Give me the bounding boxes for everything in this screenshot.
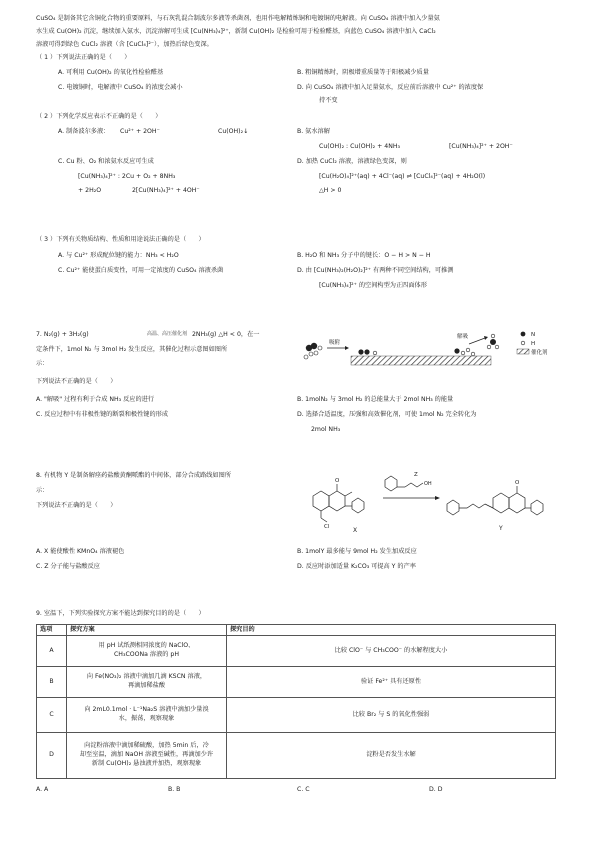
table-header-row: [37, 625, 556, 636]
compound-x-cl: Cl: [324, 524, 330, 530]
q9-answer-c: C. C: [297, 786, 310, 793]
table-row: [37, 666, 556, 697]
q9-answer-b: B. B: [168, 786, 181, 793]
row-b-plan: 向 Fe(NO₃)₂ 溶液中滴加几滴 KSCN 溶液， 再滴加稀盐酸: [67, 666, 227, 697]
svg-text:OH: OH: [424, 481, 432, 487]
figure-legend: [517, 332, 548, 356]
legend-n: N: [531, 332, 536, 338]
q3-option-c: C. Cu²⁺ 能使蛋白质变性，可用一定浓度的 CuSO₄ 溶液杀菌: [58, 267, 224, 274]
q2-option-c-label: C. Cu 粉、O₂ 和浓氨水反应可生成: [58, 158, 154, 165]
q7-option-d: D. 选择合适温度，压强和高效催化剂，可使 1mol N₂ 完全转化为: [297, 411, 477, 418]
table-row: [37, 635, 556, 666]
legend-catalyst-marker: [517, 349, 529, 354]
q7-stem-part1: 7. N₂(g) + 3H₂(g): [36, 331, 89, 338]
reagent-z-structure: [385, 476, 423, 491]
header-option: 选项: [37, 625, 67, 636]
molecule-cluster-left: [304, 343, 322, 359]
catalyst-surface: [351, 356, 491, 365]
svg-text:O: O: [335, 478, 340, 484]
q7-question: 下列说法不正确的是（ ）: [36, 378, 117, 385]
q2-option-c-eq-3: 2[Cu(NH₃)₄]²⁺ + 4OH⁻: [132, 187, 200, 194]
q3-stem: （ 3 ）下列有关物质结构、性质和用途说法正确的是（ ）: [36, 236, 205, 243]
q8-option-a: A. X 能使酸性 KMnO₄ 溶液褪色: [36, 548, 125, 555]
adsorbed-atoms: [358, 348, 474, 356]
intro-line-2: 水生成 Cu(OH)₂ 沉淀，继续加入氨水，沉淀溶解可生成 [Cu(NH₃)₄]²⁺，新制 Cu(OH)₂ 是检验可用于检验醛基，向蓝色 CuSO₄ 溶液中加入 CaCl₂: [36, 28, 436, 35]
q7-option-c: C. 反应过程中有非极性键的断裂和极性键的形成: [36, 411, 169, 418]
legend-n-marker: [521, 332, 526, 337]
q2-option-a-label: A. 制备波尔多液：: [58, 128, 110, 135]
q2-stem: （ 2 ）下列化学反应表示不正确的是（ ）: [36, 113, 162, 120]
q1-option-c: C. 电镀铜时，电解液中 CuSO₄ 的浓度会减小: [58, 84, 183, 91]
q7-catalysis-figure: [297, 326, 559, 392]
reagent-z-label: Z: [414, 472, 418, 478]
row-c-plan: 向 2mL0.1mol · L⁻¹Na₂S 溶液中滴加少量溴 水，振荡，观察现象: [67, 697, 227, 732]
q1-option-d-cont: 持不变: [319, 97, 338, 104]
row-a-plan: 用 pH 试纸测相同浓度的 NaClO、 CH₃COONa 溶液的 pH: [67, 635, 227, 666]
row-d-goal: 淀粉是否发生水解: [227, 732, 556, 778]
molecule-cluster-right: [487, 334, 499, 349]
q3-option-b: B. H₂O 和 NH₃ 分子中的键长：O − H > N − H: [297, 252, 431, 259]
row-b-goal: 验证 Fe²⁺ 具有还原性: [227, 666, 556, 697]
q9-table: [36, 624, 556, 779]
q9-stem: 9. 室温下，下列实验探究方案不能达到探究目的的是（ ）: [36, 610, 205, 617]
svg-text:O: O: [515, 480, 520, 486]
q9-answer-a: A. A: [36, 786, 49, 793]
q2-option-a-eq-left: Cu²⁺ + 2OH⁻: [120, 128, 160, 135]
q3-option-d-cont: [Cu(NH₃)₄]²⁺ 的空间构型为正四面体形: [319, 282, 427, 289]
q8-synthesis-scheme: [297, 468, 559, 540]
q8-question: 下列说法不正确的是（ ）: [36, 502, 117, 509]
compound-y-label: Y: [499, 525, 503, 532]
q1-option-a: A. 可利用 Cu(OH)₂ 的氧化性检验醛基: [58, 69, 164, 76]
q2-option-c-eq-1: [Cu(NH₃)₄]²⁺ : 2Cu + O₂ + 8NH₃: [78, 173, 176, 180]
row-c-goal: 比较 Br₂ 与 S 的氧化性强弱: [227, 697, 556, 732]
q2-option-b-eq-left: Cu(OH)₂ : Cu(OH)₂ + 4NH₃: [319, 143, 400, 150]
fig-adsorb-label: 吸附: [329, 340, 341, 346]
q1-option-d: D. 向 CuSO₄ 溶液中加入足量氨水，反应前后溶液中 Cu²⁺ 的浓度保: [297, 84, 484, 91]
q7-stem-line3: 示：: [36, 360, 49, 367]
q2-option-a-eq-right: Cu(OH)₂↓: [218, 128, 249, 135]
row-d-plan: 向淀粉溶液中滴加稀硫酸，加热 5min 后，冷 却至室温，滴加 NaOH 溶液至碱性，再滴加少许 新制 Cu(OH)₂ 悬浊液并加热，观察现象: [67, 732, 227, 778]
legend-catalyst: 催化剂: [531, 350, 548, 356]
q3-option-a: A. 与 Cu²⁺ 形成配位键的能力：NH₃ < H₂O: [58, 252, 179, 259]
q2-option-d-eq: [Cu(H₂O)₄]²⁺(aq) + 4Cl⁻(aq) ⇌ [CuCl₄]²⁻(aq) + 4H₂O(l): [319, 173, 486, 180]
q2-option-b-label: B. 氨水溶解: [297, 128, 330, 135]
fig-desorb-label: 解吸: [457, 334, 469, 340]
q8-stem-line1: 8. 有机物 Y 是制备解痉药盐酸黄酮哌酯的中间体，部分合成路线如图所: [36, 472, 232, 479]
intro-line-3: 溶液可得到绿色 CuCl₂ 溶液（含 [CuCl₄]²⁻），加热后绿色变深。: [36, 41, 213, 48]
q1-stem: （ 1 ）下列说法正确的是（ ）: [36, 54, 131, 61]
q2-option-d-label: D. 加热 CuCl₂ 溶液，溶液绿色变深，则: [297, 158, 407, 165]
legend-h: H: [531, 341, 536, 347]
q8-option-d: D. 反应时添加适量 K₂CO₃ 可提高 Y 的产率: [297, 563, 416, 570]
row-d-option: D: [37, 732, 67, 778]
q9-answer-d: D. D: [429, 786, 443, 793]
table-row: [37, 697, 556, 732]
q7-stem-line2: 定条件下，1mol N₂ 与 3mol H₂ 发生反应，其催化过程示意图如图所: [36, 346, 228, 353]
legend-h-marker: [521, 341, 525, 345]
q2-option-b-eq-right: [Cu(NH₃)₄]²⁺ + 2OH⁻: [449, 143, 513, 150]
q2-option-d-delta-h: △H > 0: [319, 187, 342, 194]
row-a-option: A: [37, 635, 67, 666]
q3-option-d: D. 由 [Cu(NH₃)₂(H₂O)₂]²⁺ 有两种不同空间结构，可推测: [297, 267, 454, 274]
compound-x-label: X: [353, 527, 358, 534]
q7-condition: 高温、高压催化剂: [147, 331, 188, 337]
compound-x-structure: [313, 484, 364, 522]
intro-line-1: CuSO₄ 是制备其它含铜化合物的重要原料，与石灰乳混合制波尔多液等杀菌剂，也用作电解精炼铜和电镀铜的电解液。向 CuSO₄ 溶液中加入少量氨: [36, 15, 440, 22]
q8-option-b: B. 1molY 最多能与 9mol H₂ 发生加成反应: [297, 548, 417, 555]
table-row: [37, 732, 556, 778]
compound-y-structure: [447, 486, 543, 515]
row-b-option: B: [37, 666, 67, 697]
q8-option-c: C. Z 分子能与盐酸反应: [36, 563, 100, 570]
q2-option-c-eq-2: + 2H₂O: [78, 187, 102, 194]
row-c-option: C: [37, 697, 67, 732]
desorb-arrow: [469, 338, 485, 344]
q7-option-d-cont: 2mol NH₃: [311, 426, 341, 433]
q1-option-b: B. 粗铜精炼时，阴极增重质量等于阳极减少质量: [297, 69, 429, 76]
row-a-goal: 比较 ClO⁻ 与 CH₃COO⁻ 的水解程度大小: [227, 635, 556, 666]
header-goal: 探究目的: [227, 625, 556, 636]
q7-option-b: B. 1molN₂ 与 3mol H₂ 的总能量大于 2mol NH₃ 的能量: [297, 396, 454, 403]
q7-stem-part1b: 2NH₃(g) △H < 0，在一: [192, 331, 260, 338]
q7-option-a: A. "解吸" 过程有利于合成 NH₃ 反应的进行: [36, 396, 155, 403]
header-plan: 探究方案: [67, 625, 227, 636]
q8-stem-line2: 示：: [36, 487, 49, 494]
